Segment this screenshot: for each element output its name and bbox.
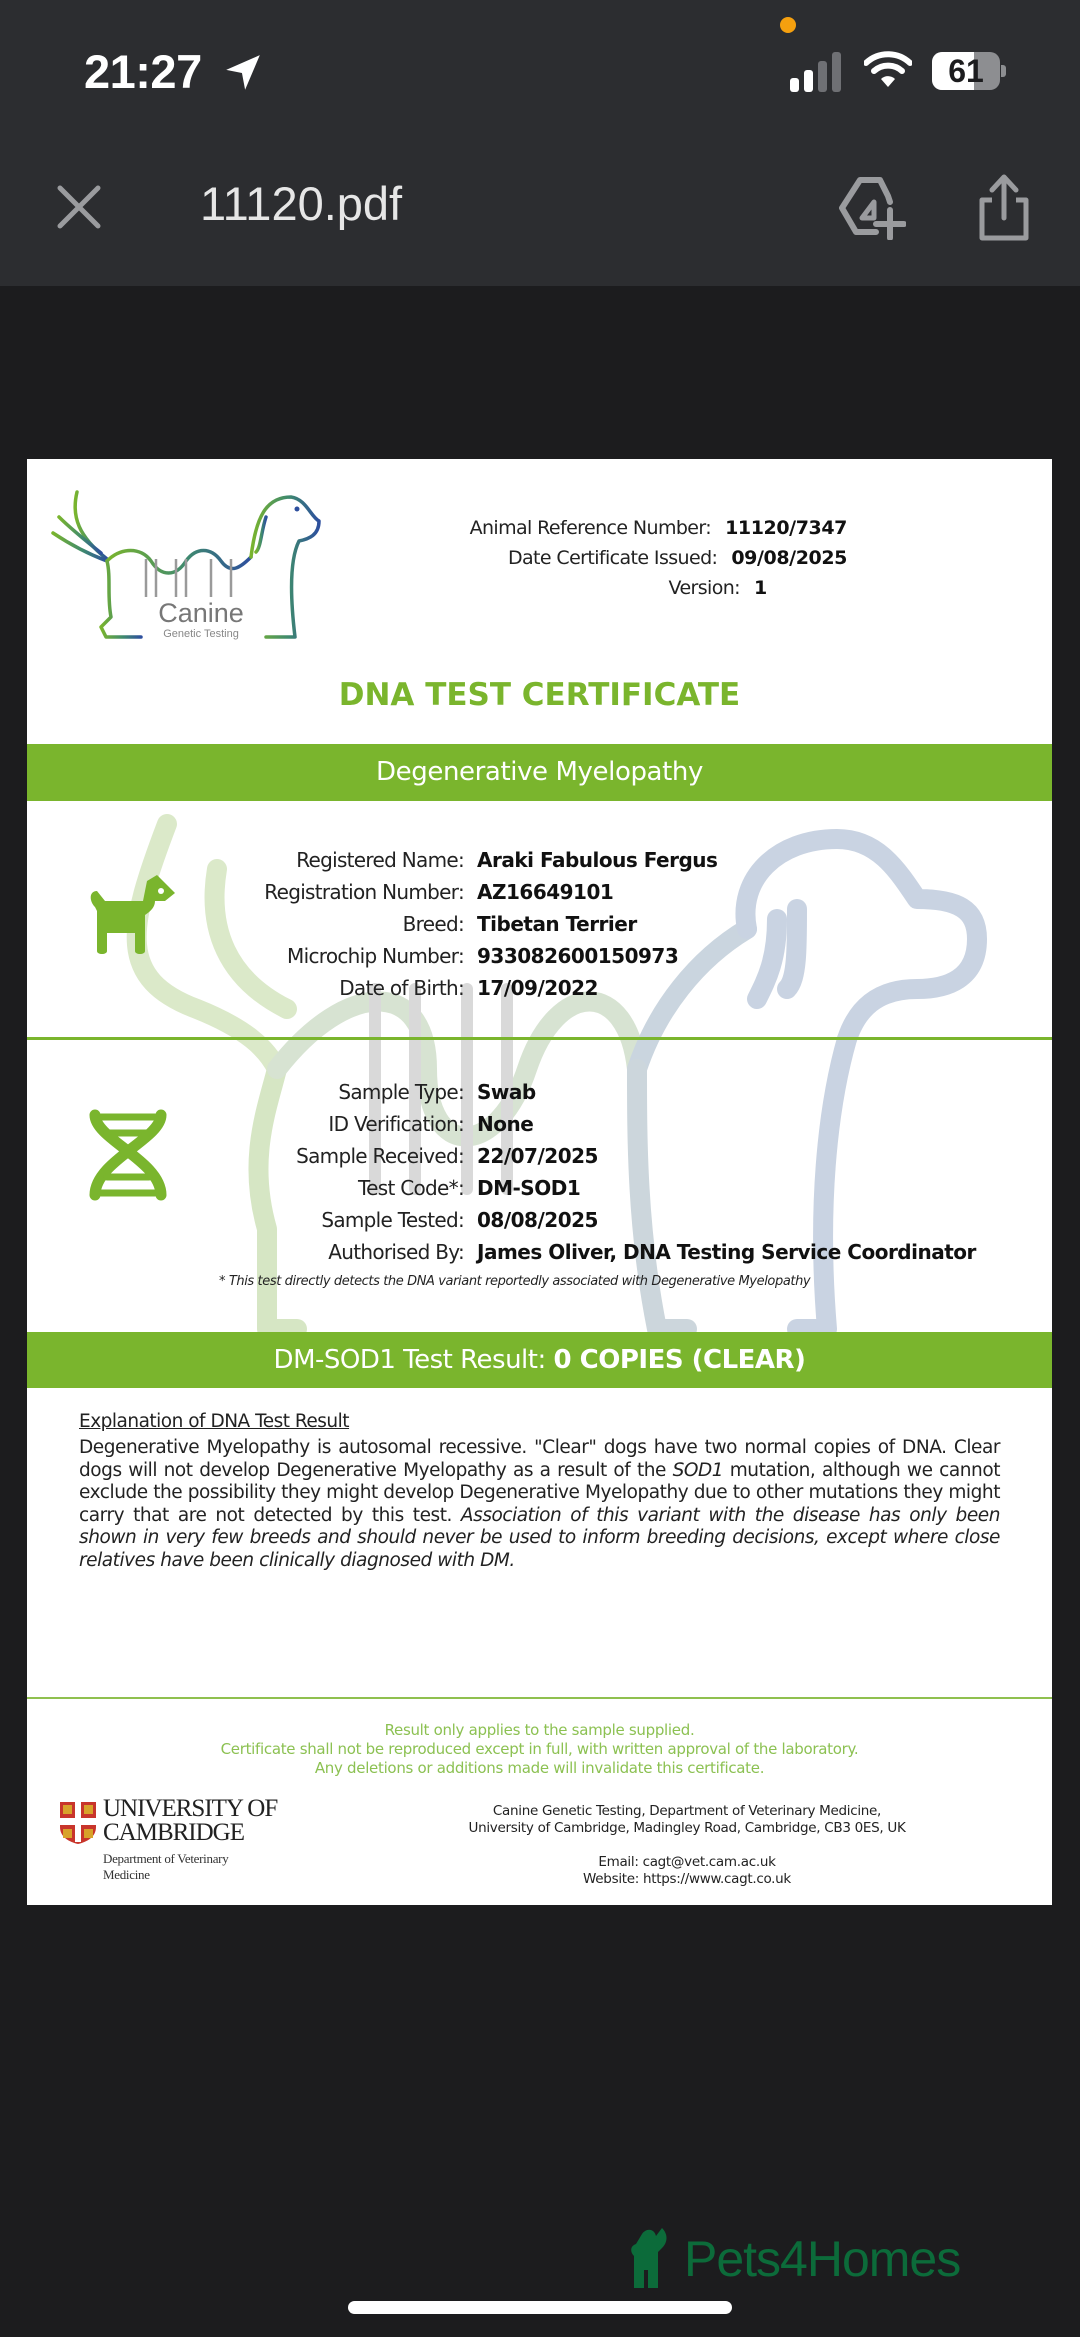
result-value: 0 COPIES (CLEAR) <box>553 1345 806 1375</box>
cellular-signal-icon <box>790 52 846 92</box>
address-line-1: Canine Genetic Testing, Department of Veterinary Medicine, <box>492 1803 882 1819</box>
pets4homes-logo-icon <box>628 2226 684 2288</box>
university-of-cambridge-logo: UNIVERSITY OF CAMBRIDGE Department of Veterinary Medicine <box>59 1801 279 1881</box>
info-row-registered-name: Registered Name: Araki Fabulous Fergus <box>296 848 718 872</box>
info-row-sample-type: Sample Type: Swab <box>338 1080 536 1104</box>
test-result-banner <box>27 1332 1052 1388</box>
share-icon[interactable] <box>976 172 1032 242</box>
battery-percent: 61 <box>948 53 984 89</box>
info-row-test-code: Test Code*: DM-SOD1 <box>358 1176 581 1200</box>
dog-details <box>107 844 717 1004</box>
pdf-page[interactable] <box>27 459 1052 1905</box>
explanation-body: Degenerative Myelopathy is autosomal recessive. "Clear" dogs have two normal copies of DNA. Clear dogs will not develop Degenerative Myelopathy as a result of the SOD1 mutation, although we cannot exclude the possibility they might develop Degenerative Myelopathy due to other mutations they might carry that are not detected by this test. Association of this variant with the disease has only been shown in very few breeds and should never be used to inform breeding decisions, except where close relatives have been clinically diagnosed with DM. <box>79 1437 1000 1571</box>
info-row-sample-received: Sample Received: 22/07/2025 <box>296 1144 598 1168</box>
close-icon[interactable] <box>54 182 104 232</box>
registered-name: Araki Fabulous Fergus <box>477 848 718 872</box>
meta-row-version: Version: 1 <box>668 577 767 599</box>
markup-add-icon[interactable] <box>836 174 906 240</box>
contact-email: Email: cagt@vet.cam.ac.uk <box>598 1854 776 1870</box>
disease-banner: Degenerative Myelopathy <box>27 744 1052 801</box>
explanation-title: Explanation of DNA Test Result <box>79 1411 350 1432</box>
sample-type: Swab <box>477 1080 536 1104</box>
section-divider <box>27 1037 1052 1040</box>
date-issued: 09/08/2025 <box>731 547 847 569</box>
result-label: DM-SOD1 Test Result: <box>273 1345 546 1375</box>
privacy-indicator-dot <box>780 17 796 33</box>
svg-text:Genetic Testing: Genetic Testing <box>163 628 239 640</box>
viewer-top-bar <box>0 0 1080 286</box>
version: 1 <box>754 577 767 599</box>
home-indicator[interactable] <box>348 2301 732 2314</box>
test-footnote: * This test directly detects the DNA variant reportedly associated with Degenerative Myelopathy <box>219 1274 811 1289</box>
battery-indicator <box>932 52 1006 90</box>
animal-reference-number: 11120/7347 <box>725 517 847 539</box>
meta-row-issued: Date Certificate Issued: 09/08/2025 <box>507 547 847 569</box>
meta-row-reference: Animal Reference Number: 11120/7347 <box>469 517 847 539</box>
breed: Tibetan Terrier <box>477 912 637 936</box>
disclaimer: Result only applies to the sample supplied. Certificate shall not be reproduced except in full, with written approval of the laboratory. Any deletions or additions made will invalidate this certificate. <box>220 1721 859 1777</box>
microchip-number: 933082600150973 <box>477 944 679 968</box>
id-verification: None <box>477 1112 534 1136</box>
sample-received: 22/07/2025 <box>477 1144 598 1168</box>
authorised-by: James Oliver, DNA Testing Service Coordinator <box>477 1240 976 1264</box>
certificate-title: DNA TEST CERTIFICATE <box>338 677 741 713</box>
contact-info <box>407 1803 967 1888</box>
address-line-2: University of Cambridge, Madingley Road, Cambridge, CB3 0ES, UK <box>468 1820 906 1836</box>
location-arrow-icon <box>222 52 264 94</box>
status-time: 21:27 <box>84 45 202 98</box>
document-title: 11120.pdf <box>200 177 403 230</box>
wifi-icon <box>864 50 912 90</box>
registration-number: AZ16649101 <box>477 880 614 904</box>
info-row-id-verification: ID Verification: None <box>328 1112 534 1136</box>
pets4homes-watermark: Pets4Homes <box>628 2226 1008 2286</box>
cambridge-crest-icon <box>59 1801 97 1845</box>
info-row-sample-tested: Sample Tested: 08/08/2025 <box>321 1208 598 1232</box>
info-row-microchip: Microchip Number: 933082600150973 <box>287 944 679 968</box>
sample-tested: 08/08/2025 <box>477 1208 598 1232</box>
canine-genetic-testing-logo <box>51 487 321 645</box>
info-row-breed: Breed: Tibetan Terrier <box>402 912 637 936</box>
info-row-registration-number: Registration Number: AZ16649101 <box>264 880 614 904</box>
contact-website: Website: https://www.cagt.co.uk <box>583 1871 791 1887</box>
info-row-authorised-by: Authorised By: James Oliver, DNA Testing Service Coordinator <box>328 1240 976 1264</box>
info-row-dob: Date of Birth: 17/09/2022 <box>339 976 598 1000</box>
date-of-birth: 17/09/2022 <box>477 976 598 1000</box>
test-code: DM-SOD1 <box>477 1176 581 1200</box>
certificate-metadata <box>287 513 847 603</box>
svg-text:Canine: Canine <box>158 598 244 628</box>
sample-details <box>107 1076 976 1268</box>
footer-divider <box>27 1697 1052 1699</box>
